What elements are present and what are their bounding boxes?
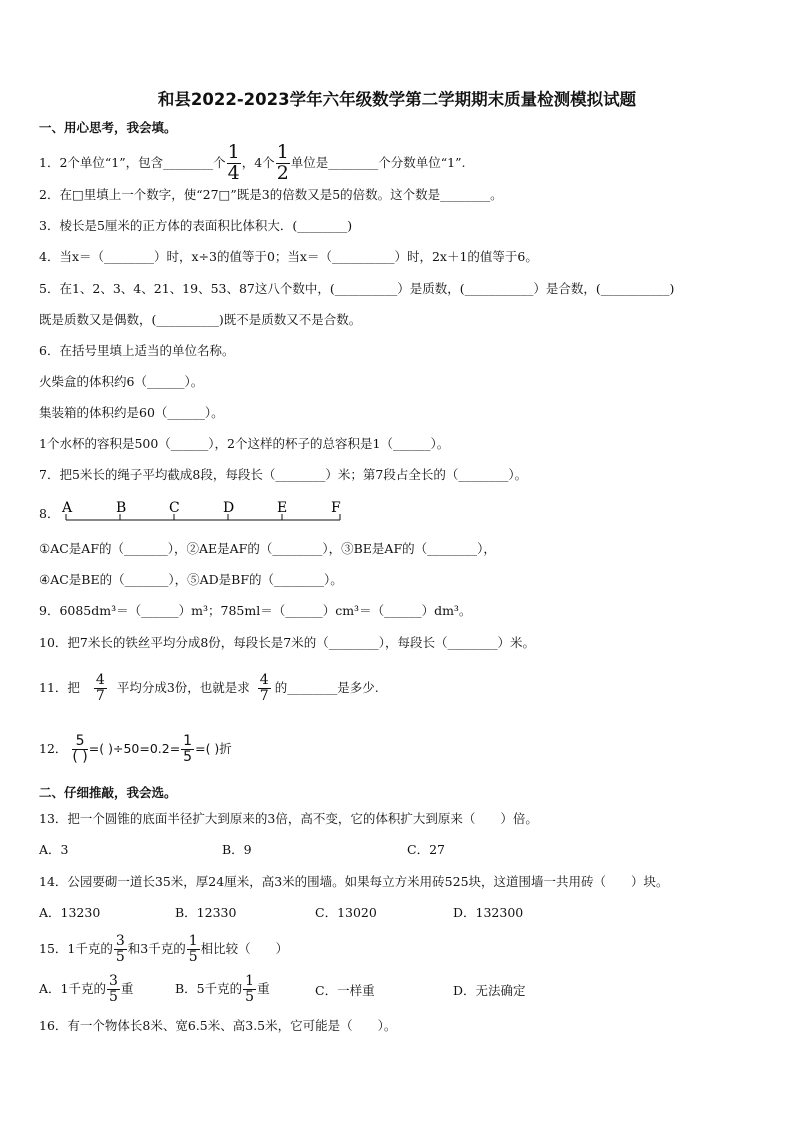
question-6-c: 1个水杯的容积是500（______），2个这样的杯子的总容积是1（______）。: [39, 436, 450, 451]
fraction-3-5: $\frac{3}{5}$: [115, 933, 125, 965]
question-6: 6．在括号里填上适当的单位名称。: [39, 343, 235, 358]
question-8-label: 8．: [39, 506, 60, 521]
q14-option-a: A．13230: [39, 905, 101, 920]
question-9: 9．6085dm³＝（______）m³；785ml＝（______）cm³＝（______）dm³。: [39, 603, 472, 618]
q14-option-b: B．12330: [175, 905, 237, 920]
q12-equation-b: =( )折: [195, 741, 232, 756]
q14-option-c: C．13020: [315, 905, 377, 920]
q15-text-a: 15．1千克的: [39, 941, 113, 956]
q11-text-c: 的________是多少.: [274, 680, 379, 695]
question-1: [39, 143, 466, 184]
fraction-1-5-option: $\frac{1}{5}$: [245, 973, 255, 1005]
q12-label: 12．: [39, 741, 68, 756]
fraction-4-7: $\frac{4}{7}$: [95, 672, 105, 704]
q1-text-a: 1．2个单位“1”，包含________个: [39, 154, 226, 170]
q12-equation-a: =( )÷50=0.2=: [88, 741, 181, 756]
question-8-line-2: ④AC是BE的（_______），⑤AD是BF的（________）。: [39, 572, 343, 587]
section-2-heading: 二、仔细推敲，我会选。: [39, 785, 177, 800]
fraction-1-5-q15: $\frac{1}{5}$: [188, 933, 198, 965]
section-1-heading: 一、用心思考，我会填。: [39, 120, 177, 135]
question-6-a: 火柴盒的体积约6（______）。: [39, 374, 204, 389]
fraction-3-5-option: $\frac{3}{5}$: [108, 973, 118, 1005]
q1-text-b: ，4个: [241, 154, 275, 170]
question-4: 4．当x＝（________）时，x÷3的值等于0；当x＝（__________）时，2x＋1的值等于6。: [39, 249, 538, 264]
point-label-b: B: [116, 500, 127, 516]
question-7: 7．把5米长的绳子平均截成8段，每段长（________）米；第7段占全长的（________）。: [39, 467, 528, 482]
point-label-a: A: [62, 500, 73, 516]
q11-text-a: 11．把: [39, 680, 80, 695]
page-title: 和县2022-2023学年六年级数学第二学期期末质量检测模拟试题: [157, 90, 637, 109]
point-label-f: F: [331, 500, 341, 516]
q15-text-b: 和3千克的: [127, 941, 186, 956]
q13-option-c: C．27: [407, 842, 445, 857]
question-14: 14．公园要砌一道长35米，厚24厘米，高3米的围墙。如果每立方米用砖525块，这道围墙一共用砖（ ）块。: [39, 874, 669, 889]
question-5-line-2: 既是质数又是偶数，(__________)既不是质数又不是合数。: [39, 312, 362, 327]
q15-option-a: A．1千克的 $\frac{3}{5}$ 重: [39, 973, 134, 1005]
question-11: [39, 670, 379, 706]
question-3: 3．棱长是5厘米的正方体的表面积比体积大．(________): [39, 218, 353, 233]
q13-option-a: A．3: [39, 842, 69, 857]
point-label-e: E: [277, 500, 288, 516]
question-6-b: 集装箱的体积约是60（______）。: [39, 405, 224, 420]
q15-option-b: B．5千克的 $\frac{1}{5}$ 重: [175, 973, 270, 1005]
question-12: [39, 729, 232, 769]
question-15: [39, 932, 288, 966]
q11-text-b: 平均分成3份，也就是求: [116, 680, 250, 695]
q15-text-c: 相比较（ ）: [200, 941, 289, 956]
question-2: 2．在□里填上一个数字，使“27□”既是3的倍数又是5的倍数。这个数是________。: [39, 187, 503, 202]
fraction-4-7-second: $\frac{4}{7}$: [259, 672, 269, 704]
fraction-1-2: $\frac{1}{2}$: [276, 141, 289, 184]
q13-option-b: B．9: [222, 842, 252, 857]
question-16: 16．有一个物体长8米、宽6.5米、高3.5米，它可能是（ ）。: [39, 1018, 397, 1033]
question-13: 13．把一个圆锥的底面半径扩大到原来的3倍，高不变，它的体积扩大到原来（ ）倍。: [39, 811, 538, 826]
question-5-line-1: 5．在1、2、3、4、21、19、53、87这八个数中，(__________）是质数，(___________）是合数，(___________): [39, 281, 675, 296]
q15-option-d: D．无法确定: [453, 983, 526, 998]
question-8-line-1: ①AC是AF的（_______），②AE是AF的（________），③BE是AF的（________），: [39, 541, 496, 556]
point-label-c: C: [169, 500, 180, 516]
q1-text-c: 单位是________个分数单位“1”.: [290, 154, 466, 170]
segment-diagram: [58, 496, 348, 529]
fraction-5-blank: $\frac{5}{( )}$: [72, 733, 88, 765]
fraction-1-5: $\frac{1}{5}$: [183, 733, 193, 765]
question-10: 10．把7米长的铁丝平均分成8份，每段长是7米的（________），每段长（________）米。: [39, 635, 536, 650]
point-label-d: D: [223, 500, 235, 516]
fraction-1-4: $\frac{1}{4}$: [227, 141, 240, 184]
q14-option-d: D．132300: [453, 905, 524, 920]
q15-option-c: C．一样重: [315, 983, 375, 998]
